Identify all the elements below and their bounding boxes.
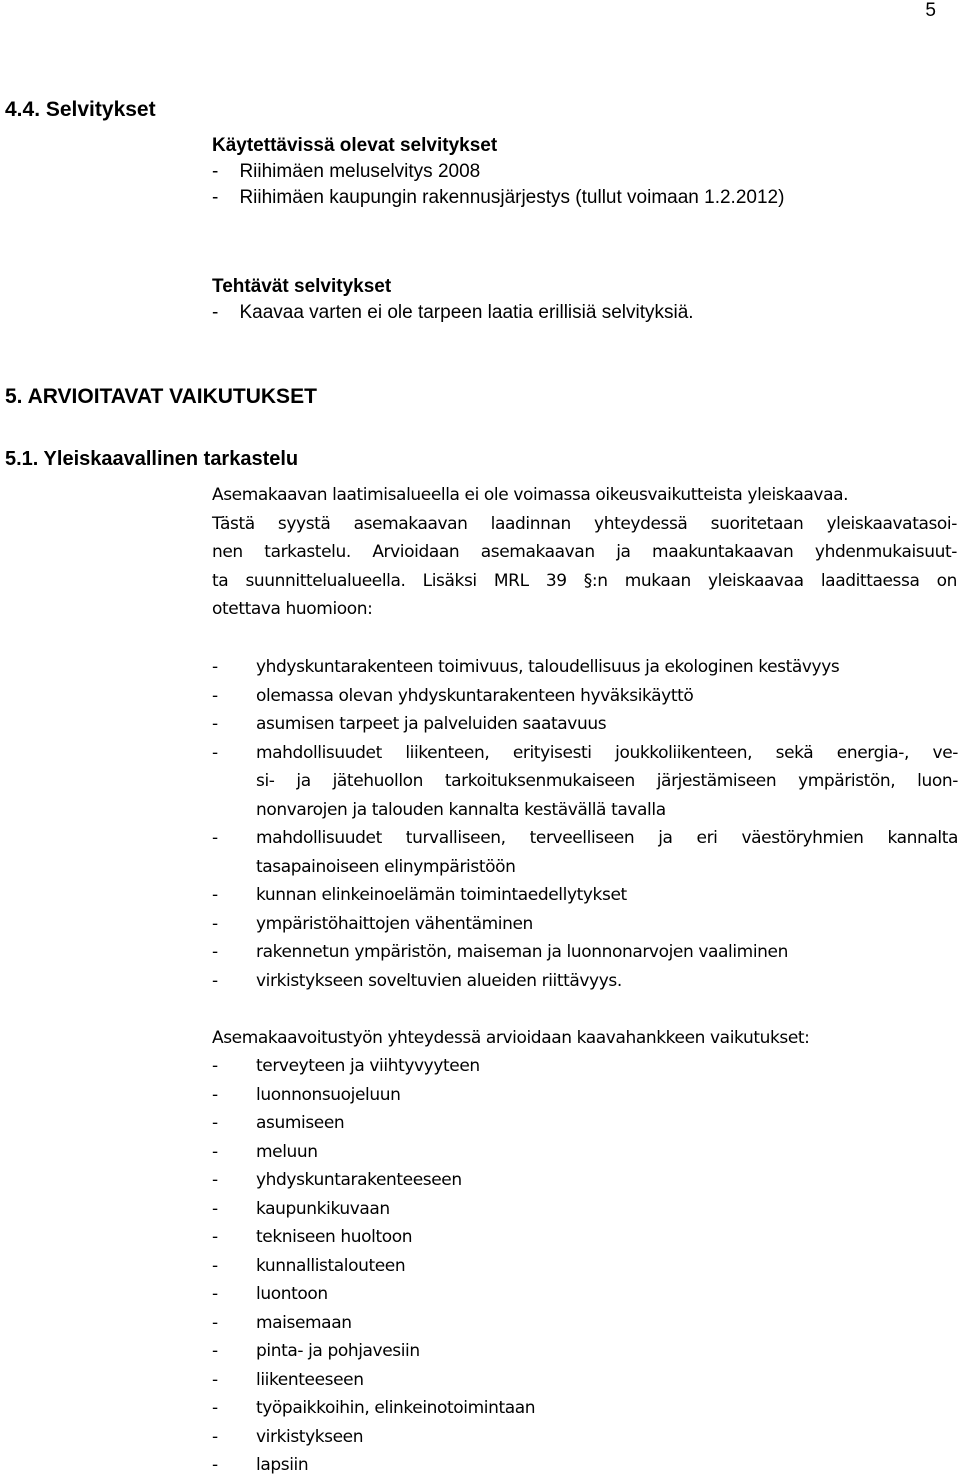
list-item: - ympäristöhaittojen vähentäminen [212,913,533,934]
list-item: - rakennetun ympäristön, maiseman ja luonnonarvojen vaaliminen [212,942,788,962]
paragraph-line: Asemakaavan laatimisalueella ei ole voimassa oikeusvaikutteista yleiskaavaa. [212,485,849,505]
list-item: - lapsiin [212,1455,309,1475]
available-studies-title: Käytettävissä olevat selvitykset [212,135,498,156]
list-item: - virkistykseen [212,1426,364,1447]
available-study-item: - Riihimäen kaupungin rakennusjärjestys (tullut voimaan 1.2.2012) [212,187,785,208]
list-item: - virkistykseen soveltuvien alueiden riittävyys. [212,970,622,991]
list-item: - liikenteeseen [212,1369,364,1390]
list-item: - työpaikkoihin, elinkeinotoimintaan [212,1398,536,1418]
list-item: - kaupunkikuvaan [212,1198,390,1219]
considerations-list [212,653,958,995]
list-item: - asumiseen [212,1113,345,1133]
paragraph-line: Tästä syystä asemakaavan laadinnan yhteydessä suoritetaan yleiskaavatasoi- [212,513,957,534]
paragraph-line: nen tarkastelu. Arvioidaan asemakaavan ja maakuntakaavan yhdenmukaisuut- [212,542,957,562]
section-5-heading: 5. ARVIOITAVAT VAIKUTUKSET [5,385,317,408]
section-4-4-heading: 4.4. Selvitykset [5,98,156,121]
list-item: - yhdyskuntarakenteeseen [212,1170,462,1190]
available-studies-block [212,133,784,211]
paragraph-line: ta suunnittelualueella. Lisäksi MRL 39 §:n mukaan yleiskaavaa laadittaessa on [212,570,957,591]
list-item: - pinta- ja pohjavesiin [212,1341,420,1361]
task-studies-block [212,274,694,326]
list-item: - tekniseen huoltoon [212,1227,413,1247]
section-5-1-heading: 5.1. Yleiskaavallinen tarkastelu [5,448,299,470]
impacts-list [212,1052,960,1480]
list-item: - kunnan elinkeinoelämän toimintaedellytykset [212,885,627,905]
list-item: - mahdollisuudet liikenteen, erityisesti joukkoliikenteen, sekä energia-, ve- si- ja jätehuollon tarkoituksenmukaiseen järjestämiseen ympäristön, luon- nonvarojen ja talouden kannalta kestävällä tavalla [212,742,958,820]
list-item: - luonnonsuojeluun [212,1084,401,1105]
list-item: - terveyteen ja viihtyvyyteen [212,1056,480,1076]
paragraph-line: otettava huomioon: [212,599,373,619]
list-item: - maisemaan [212,1312,352,1333]
list-item: - asumisen tarpeet ja palveluiden saatavuus [212,714,607,734]
impacts-intro: Asemakaavoitustyön yhteydessä arvioidaan kaavahankkeen vaikutukset: [212,1028,810,1048]
list-item: - yhdyskuntarakenteen toimivuus, taloudellisuus ja ekologinen kestävyys [212,657,840,677]
task-studies-title: Tehtävät selvitykset [212,276,392,297]
list-item: - mahdollisuudet turvalliseen, terveelliseen ja eri väestöryhmien kannalta tasapainoiseen elinympäristöön [212,828,958,877]
list-item: - meluun [212,1141,318,1162]
available-study-item: - Riihimäen meluselvitys 2008 [212,161,481,182]
list-item: - luontoon [212,1284,328,1304]
list-item: - olemassa olevan yhdyskuntarakenteen hyväksikäyttö [212,685,694,706]
page-number: 5 [925,0,936,21]
task-study-item: - Kaavaa varten ei ole tarpeen laatia erillisiä selvityksiä. [212,302,694,323]
section-5-1-paragraph [212,481,957,624]
list-item: - kunnallistalouteen [212,1255,406,1276]
